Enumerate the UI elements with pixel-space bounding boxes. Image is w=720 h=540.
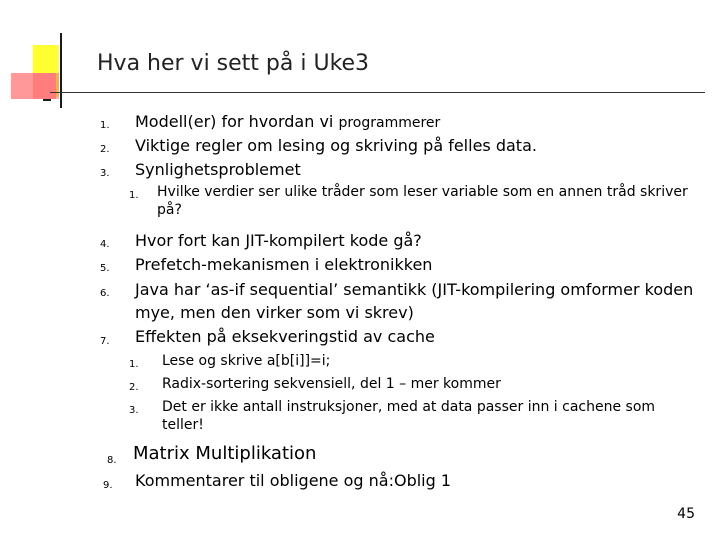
page-number: 45 [677, 506, 695, 522]
decor-horizontal-line [50, 92, 705, 93]
list-item: Effekten på eksekveringstid av cache [135, 327, 435, 346]
list-item: Viktige regler om lesing og skriving på felles data. [135, 136, 537, 155]
sublist-number: 2. [129, 382, 139, 393]
list-number: 6. [100, 288, 110, 299]
sublist-item: Lese og skrive a[b[i]]=i; [162, 353, 331, 369]
list-item: Kommentarer til obligene og nå:Oblig 1 [135, 471, 452, 490]
list-number: 7. [100, 336, 110, 347]
list-item: Hvor fort kan JIT-kompilert kode gå? [135, 231, 422, 250]
list-number: 4. [100, 239, 110, 250]
sublist-item-continuation: på? [157, 202, 182, 218]
list-number: 2. [100, 144, 110, 155]
sublist-item: Hvilke verdier ser ulike tråder som leser variable som en annen tråd skriver [157, 184, 688, 200]
list-number: 3. [100, 168, 110, 179]
sublist-number: 3. [129, 405, 139, 416]
list-number: 1. [100, 120, 110, 131]
list-item: Synlighetsproblemet [135, 160, 301, 179]
sublist-number: 1. [129, 190, 139, 201]
list-item: Modell(er) for hvordan vi programmerer [135, 112, 441, 131]
decor-tick [43, 99, 51, 101]
list-number: 9. [103, 480, 113, 491]
sublist-number: 1. [129, 359, 139, 370]
list-number: 5. [100, 263, 110, 274]
list-item: Prefetch-mekanismen i elektronikken [135, 255, 433, 274]
slide-title: Hva her vi sett på i Uke3 [97, 51, 370, 76]
sublist-item-continuation: teller! [162, 417, 204, 433]
sublist-item: Det er ikke antall instruksjoner, med at data passer inn i cachene som [162, 399, 656, 415]
decor-vertical-line [60, 33, 62, 108]
sublist-item: Radix-sortering sekvensiell, del 1 – mer kommer [162, 376, 501, 392]
list-item: Java har ‘as-if sequential’ semantikk (JIT-kompilering omformer koden [135, 280, 694, 299]
decor-overlap-square [33, 73, 59, 99]
list-number: 8. [107, 455, 117, 466]
list-item: Matrix Multiplikation [133, 443, 317, 464]
list-item-continuation: mye, men den virker som vi skrev) [135, 303, 414, 322]
